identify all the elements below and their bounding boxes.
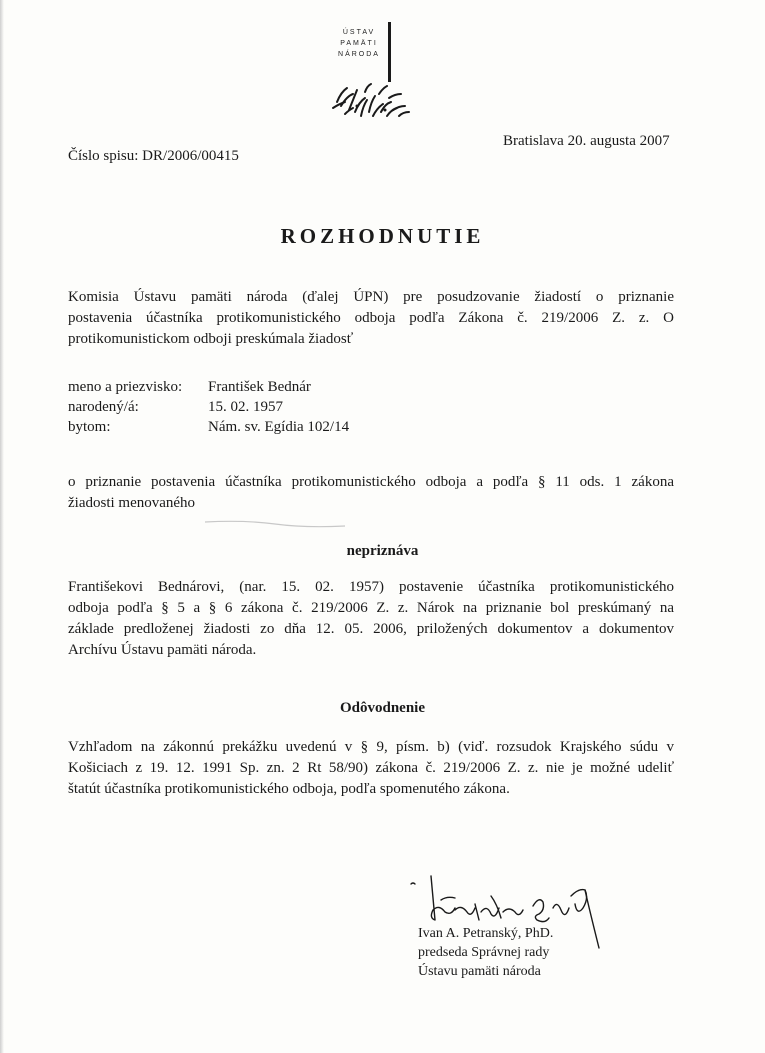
request-paragraph	[68, 472, 674, 514]
decision-line: Františekovi Bednárovi, (nar. 15. 02. 1957) postavenie účastníka protikomunistického	[68, 579, 674, 595]
signer-organization: Ústavu pamäti národa	[418, 964, 541, 979]
logo-line-2: PAMÄTI	[340, 40, 378, 47]
verdict-heading: nepriznáva	[346, 543, 419, 559]
born-label: narodený/á:	[68, 399, 139, 415]
residence-label: bytom:	[68, 419, 111, 435]
applicant-details	[68, 377, 349, 437]
decision-line: základe predloženej žiadosti zo dňa 12. 05. 2006, priložených dokumentov a dokumentov	[68, 621, 674, 637]
reasons-heading: Odôvodnenie	[339, 700, 426, 716]
scan-artifact-line-icon	[205, 518, 345, 530]
signer-name: Ivan A. Petranský, PhD.	[418, 926, 554, 941]
intro-line: Komisia Ústavu pamäti národa (ďalej ÚPN) pre posudzovanie žiadostí o priznanie	[68, 289, 674, 305]
file-number: Číslo spisu: DR/2006/00415	[68, 148, 239, 164]
field-row-born	[68, 397, 349, 417]
logo-line-1: ÚSTAV	[342, 29, 376, 36]
reasons-line: štatút účastníka protikomunistického odboja, podľa spomenutého zákona.	[68, 781, 510, 797]
intro-paragraph	[68, 287, 674, 350]
intro-line: postavenia účastníka protikomunistického odboja podľa Zákona č. 219/2006 Z. z. O	[68, 310, 674, 326]
request-line: žiadosti menovaného	[68, 495, 196, 511]
decision-paragraph	[68, 577, 674, 661]
decision-line: odboja podľa § 5 a § 6 zákona č. 219/2006 Z. z. Nárok na priznanie bol preskúmaný na	[68, 600, 674, 616]
institution-logo	[325, 22, 425, 122]
born-value: 15. 02. 1957	[208, 399, 283, 415]
reasons-line: Vzhľadom na zákonnú prekážku uvedenú v § 9, písm. b) (viď. rozsudok Krajského súdu v	[68, 739, 674, 755]
signer-block	[418, 924, 553, 981]
request-line: o priznanie postavenia účastníka protikomunistického odboja a podľa § 11 ods. 1 zákona	[68, 474, 674, 490]
field-row-name	[68, 377, 349, 397]
logo-flame-ornament-icon	[327, 72, 417, 122]
signer-role: predseda Správnej rady	[418, 945, 550, 960]
decision-line: Archívu Ústavu pamäti národa.	[68, 642, 257, 658]
residence-value: Nám. sv. Egídia 102/14	[208, 419, 350, 435]
reasons-paragraph	[68, 737, 674, 800]
field-row-residence	[68, 417, 349, 437]
logo-line-3: NÁRODA	[338, 51, 380, 58]
reasons-line: Košiciach z 19. 12. 1991 Sp. zn. 2 Rt 58/90) zákona č. 219/2006 Z. z. nie je možné udeliť	[68, 760, 674, 776]
place-and-date: Bratislava 20. augusta 2007	[503, 133, 670, 149]
name-label: meno a priezvisko:	[68, 379, 183, 395]
name-value: František Bednár	[208, 379, 311, 395]
intro-line: protikomunistickom odboji preskúmala žiadosť	[68, 331, 354, 347]
document-title: ROZHODNUTIE	[280, 224, 485, 248]
